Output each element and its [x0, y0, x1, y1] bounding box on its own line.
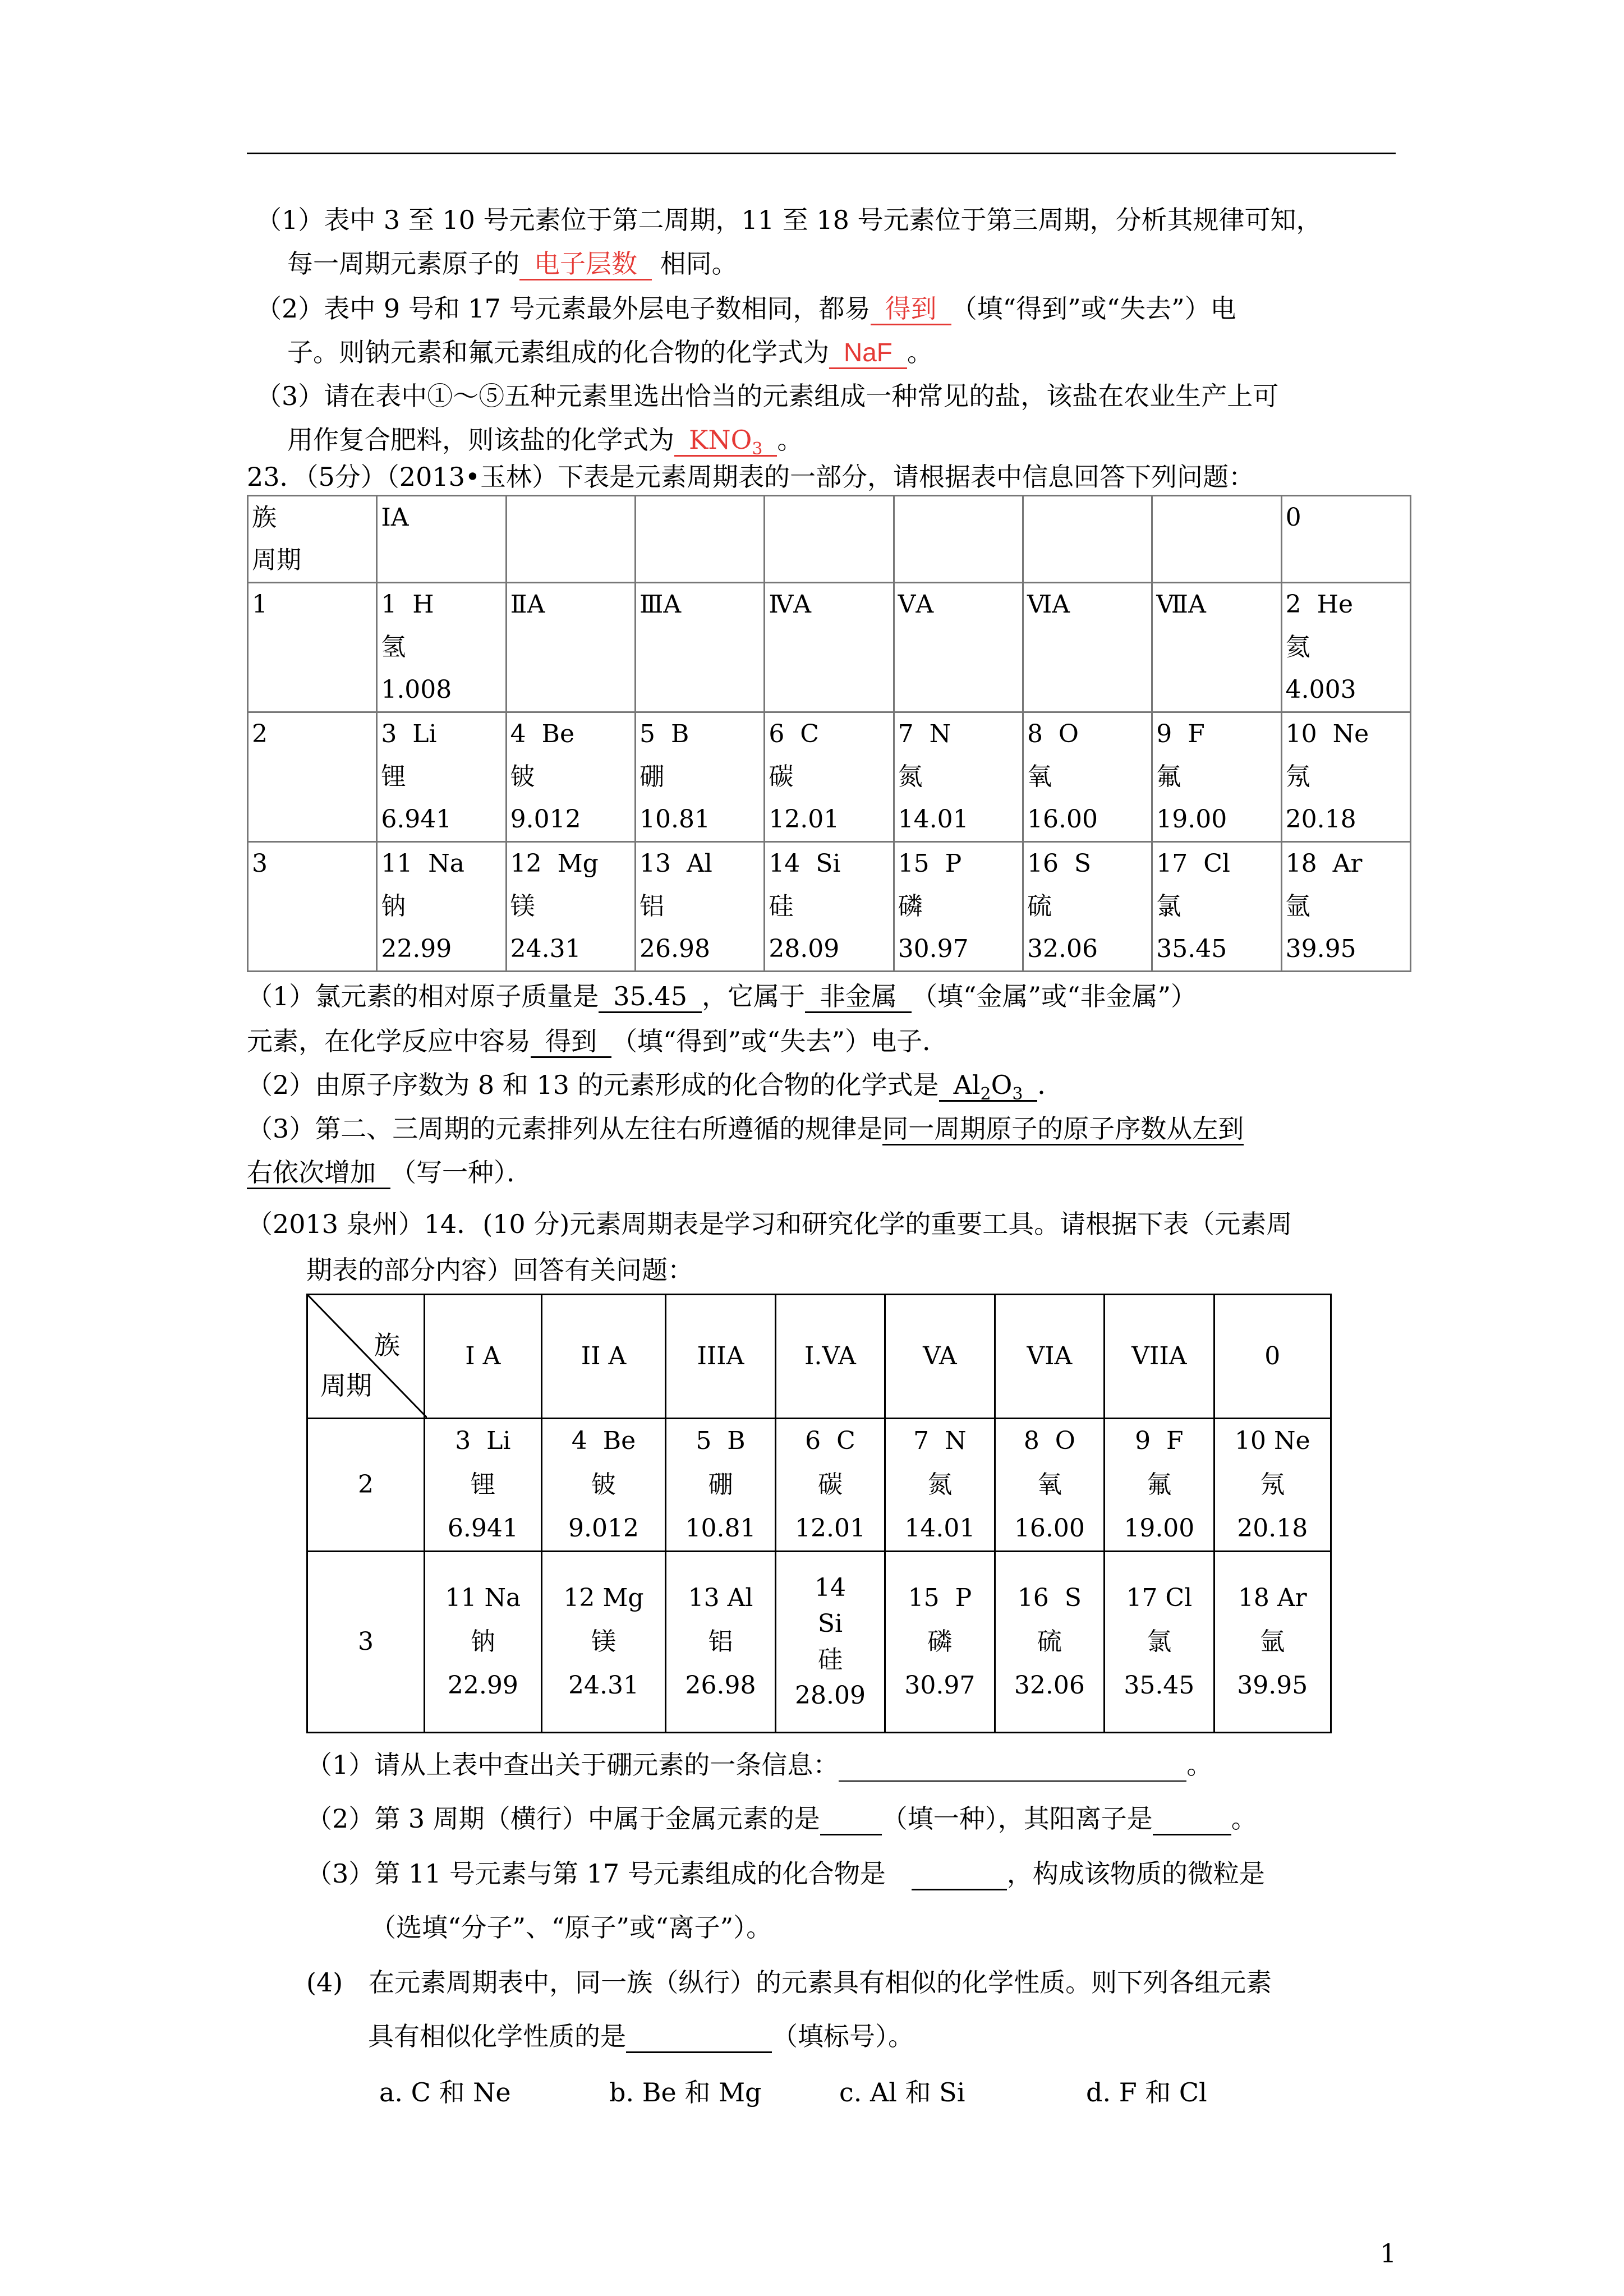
element-cell: 16 S 硫 32.06	[1023, 842, 1152, 972]
q14-q3-post: ，构成该物质的微粒是	[1006, 1858, 1265, 1889]
q23-a3-post: （写一种）．	[390, 1157, 532, 1188]
q23-a3-line1	[247, 1112, 1244, 1145]
q14-header-line1: （2013 泉州）14．(10 分)元素周期表是学习和研究化学的重要工具。请根据下表（元素周	[247, 1209, 1292, 1239]
element-cell: 13 Al 铝 26.98	[635, 842, 764, 972]
element-cell: ⅣA	[765, 583, 894, 712]
q14-option-d: d. F 和 Cl	[1086, 2077, 1207, 2108]
q23-header-row	[248, 496, 1411, 583]
header-rule	[247, 153, 1396, 154]
element-cell: 5 B 硼 10.81	[666, 1419, 775, 1552]
q23-header: 23．（5分）（2013•玉林）下表是元素周期表的一部分，请根据表中信息回答下列问题：	[247, 462, 1254, 492]
q14-q4-line2	[368, 2019, 914, 2053]
prev-q3-answer-sub: 3	[752, 439, 763, 459]
q23-a3-answer-part2: 右依次增加	[247, 1157, 390, 1189]
q14-header-line2: 期表的部分内容）回答有关问题：	[306, 1255, 693, 1285]
prev-q1-text: 每一周期元素原子的	[287, 249, 519, 279]
q23-a1-answer-gain: 得到	[531, 1026, 611, 1058]
q23-corner-cell	[248, 496, 377, 583]
element-cell: 4 Be 铍 9.012	[541, 1419, 666, 1552]
q14-q3-text: （3）第 11 号元素与第 17 号元素组成的化合物是	[306, 1858, 886, 1889]
q23-a2-text: （2）由原子序数为 8 和 13 的元素形成的化合物的化学式是	[247, 1070, 939, 1100]
q23-group-cell: ⅠA	[377, 496, 506, 583]
q23-a1-answer-mass: 35.45	[599, 981, 702, 1013]
element-cell: 18 Ar 氩 39.95	[1281, 842, 1410, 972]
element-cell: 16 S 硫 32.06	[995, 1552, 1104, 1733]
q14-header-row	[307, 1295, 1331, 1419]
q14-group-cell: 0	[1214, 1295, 1331, 1419]
q14-periodic-table	[306, 1294, 1332, 1733]
q14-q1-blank[interactable]	[839, 1752, 1186, 1782]
q14-group-cell: I A	[425, 1295, 542, 1419]
q14-group-cell: II A	[541, 1295, 666, 1419]
q14-corner-group: 族	[374, 1330, 400, 1360]
q14-group-cell: VIIA	[1105, 1295, 1214, 1419]
q14-q2-post: 。	[1231, 1803, 1257, 1834]
q14-q3-line2: （选填“分子”、“原子”或“离子”）。	[370, 1912, 772, 1943]
q14-q1-post: 。	[1186, 1750, 1213, 1780]
element-cell: 11 Na 钠 22.99	[425, 1552, 542, 1733]
element-cell: 7 N 氮 14.01	[885, 1419, 995, 1552]
q23-a1-text: （1）氯元素的相对原子质量是	[247, 981, 599, 1011]
element-cell: 3 Li 锂 6.941	[425, 1419, 542, 1552]
q14-q2-line	[306, 1802, 1257, 1835]
element-cell: 12 Mg 镁 24.31	[506, 842, 635, 972]
q14-option-c: c. Al 和 Si	[839, 2077, 965, 2108]
element-cell: 17 Cl 氯 35.45	[1152, 842, 1281, 972]
q23-period-label: 2	[248, 712, 377, 842]
element-cell: 9 F 氟 19.00	[1152, 712, 1281, 842]
element-cell: 9 F 氟 19.00	[1105, 1419, 1214, 1552]
prev-q1-answer: 电子层数	[519, 249, 652, 280]
q14-q3-blank-compound[interactable]	[912, 1861, 1007, 1890]
element-cell: 3 Li 锂 6.941	[377, 712, 506, 842]
q14-period-label: 3	[307, 1552, 425, 1733]
q23-a1-post: （填“金属”或“非金属”）	[911, 981, 1197, 1011]
element-cell: 12 Mg 镁 24.31	[541, 1552, 666, 1733]
q23-group-cell	[1023, 496, 1152, 583]
q14-corner-cell	[307, 1295, 425, 1419]
q14-option-a: a. C 和 Ne	[379, 2077, 511, 2108]
prev-q3-line1: （3）请在表中①～⑤五种元素里选出恰当的元素组成一种常见的盐，该盐在农业生产上可	[256, 381, 1279, 411]
prev-q2-text2: 子。则钠元素和氟元素组成的化合物的化学式为	[287, 337, 829, 367]
q14-corner-period: 周期	[320, 1370, 372, 1401]
prev-q1-line2	[287, 247, 738, 280]
q23-a1-line1	[247, 979, 1197, 1013]
element-cell: ⅥA	[1023, 583, 1152, 712]
q23-period-row-3	[248, 842, 1411, 972]
q14-q4-blank[interactable]	[626, 2023, 772, 2053]
prev-q3-answer-main: KNO	[689, 425, 752, 455]
element-cell: 14 Si 硅 28.09	[775, 1552, 885, 1733]
q23-a2-line	[247, 1068, 1064, 1105]
q14-q1-text: （1）请从上表中查出关于硼元素的一条信息：	[306, 1750, 839, 1780]
prev-q1-line1: （1）表中 3 至 10 号元素位于第二周期，11 至 18 号元素位于第三周期，分析其规律可知，	[256, 205, 1322, 235]
element-cell: 8 O 氧 16.00	[1023, 712, 1152, 842]
q14-q4-text: 具有相似化学性质的是	[368, 2021, 626, 2051]
q23-a1-post2: （填“得到”或“失去”）电子．	[611, 1026, 949, 1056]
page-number: 1	[1380, 2238, 1397, 2269]
q14-q2-blank-cation[interactable]	[1153, 1806, 1231, 1835]
element-cell: 4 Be 铍 9.012	[506, 712, 635, 842]
q14-group-cell: VIA	[995, 1295, 1104, 1419]
q23-group-cell	[635, 496, 764, 583]
q14-q3-line1	[306, 1857, 1265, 1890]
q14-q4-post: （填标号）。	[772, 2021, 914, 2051]
element-cell: 15 P 磷 30.97	[894, 842, 1023, 972]
element-cell: 11 Na 钠 22.99	[377, 842, 506, 972]
element-cell: 10 Ne 氖 20.18	[1214, 1419, 1331, 1552]
q23-a1-mid: ，它属于	[701, 981, 805, 1011]
prev-q3-text: 用作复合肥料，则该盐的化学式为	[287, 425, 674, 455]
element-cell: 6 C 碳 12.01	[765, 712, 894, 842]
element-cell: 15 P 磷 30.97	[885, 1552, 995, 1733]
q23-a2-post: ．	[1037, 1070, 1064, 1100]
element-cell: ⅤA	[894, 583, 1023, 712]
element-cell: 8 O 氧 16.00	[995, 1419, 1104, 1552]
q23-group-cell	[894, 496, 1023, 583]
q23-corner-period: 周期	[252, 546, 301, 574]
q23-a3-line2	[247, 1156, 532, 1189]
q23-a3-text: （3）第二、三周期的元素排列从左往右所遵循的规律是	[247, 1114, 883, 1144]
q14-period-label: 2	[307, 1419, 425, 1552]
q23-a1-text2: 元素，在化学反应中容易	[247, 1026, 531, 1056]
prev-q1-post: 相同。	[660, 249, 738, 279]
prev-q3-answer	[674, 425, 777, 457]
q14-q4-options	[379, 2076, 1207, 2109]
element-cell: 14 Si 硅 28.09	[765, 842, 894, 972]
q23-a2-answer: $Al_2O_3$	[939, 1070, 1038, 1102]
q23-corner-group: 族	[252, 503, 277, 532]
element-cell: 10 Ne 氖 20.18	[1281, 712, 1410, 842]
q14-q2-text: （2）第 3 周期（横行）中属于金属元素的是	[306, 1803, 820, 1834]
q23-group-cell	[506, 496, 635, 583]
q23-group-cell	[1152, 496, 1281, 583]
q23-period-row-1	[248, 583, 1411, 712]
q23-group-cell: 0	[1281, 496, 1410, 583]
prev-q2-text: （2）表中 9 号和 17 号元素最外层电子数相同，都易	[256, 293, 871, 324]
prev-q2-line2	[287, 335, 933, 369]
element-cell: 1 H 氢 1.008	[377, 583, 506, 712]
element-cell: 6 C 碳 12.01	[775, 1419, 885, 1552]
q23-period-label: 3	[248, 842, 377, 972]
prev-q3-line2	[287, 423, 803, 457]
prev-q2-answer2: NaF	[829, 337, 907, 369]
element-cell: 18 Ar 氩 39.95	[1214, 1552, 1331, 1733]
q14-group-cell: I.VA	[775, 1295, 885, 1419]
element-cell: 2 He 氦 4.003	[1281, 583, 1410, 712]
prev-q2-answer1: 得到	[871, 293, 951, 325]
q14-period-row-3	[307, 1552, 1331, 1733]
q23-period-row-2	[248, 712, 1411, 842]
q14-group-cell: IIIA	[666, 1295, 775, 1419]
prev-q2-post: （填“得到”或“失去”）电	[951, 293, 1236, 324]
element-cell: 5 B 硼 10.81	[635, 712, 764, 842]
element-cell: ⅡA	[506, 583, 635, 712]
q23-a3-answer-part1: 同一周期原子的原子序数从左到	[882, 1114, 1244, 1145]
q14-q2-mid: （填一种），其阳离子是	[881, 1803, 1153, 1834]
q14-q4-line1: (4) 在元素周期表中，同一族（纵行）的元素具有相似的化学性质。则下列各组元素	[306, 1967, 1272, 1998]
prev-q3-post: 。	[777, 425, 803, 455]
element-cell: 17 Cl 氯 35.45	[1105, 1552, 1214, 1733]
q14-group-cell: VA	[885, 1295, 995, 1419]
element-cell: ⅦA	[1152, 583, 1281, 712]
q23-a1-answer-type: 非金属	[805, 981, 912, 1013]
element-cell: ⅢA	[635, 583, 764, 712]
q14-option-b: b. Be 和 Mg	[609, 2077, 762, 2108]
element-cell: 13 Al 铝 26.98	[666, 1552, 775, 1733]
element-cell: 7 N 氮 14.01	[894, 712, 1023, 842]
q23-a1-line2	[247, 1024, 948, 1058]
q23-period-label: 1	[248, 583, 377, 712]
q23-group-cell	[765, 496, 894, 583]
q14-q1-line	[306, 1748, 1212, 1782]
prev-q2-line1	[256, 292, 1236, 325]
q14-q2-blank-metal[interactable]	[820, 1806, 882, 1835]
q14-period-row-2	[307, 1419, 1331, 1552]
q23-periodic-table	[247, 495, 1411, 972]
prev-q2-post2: 。	[907, 337, 933, 367]
